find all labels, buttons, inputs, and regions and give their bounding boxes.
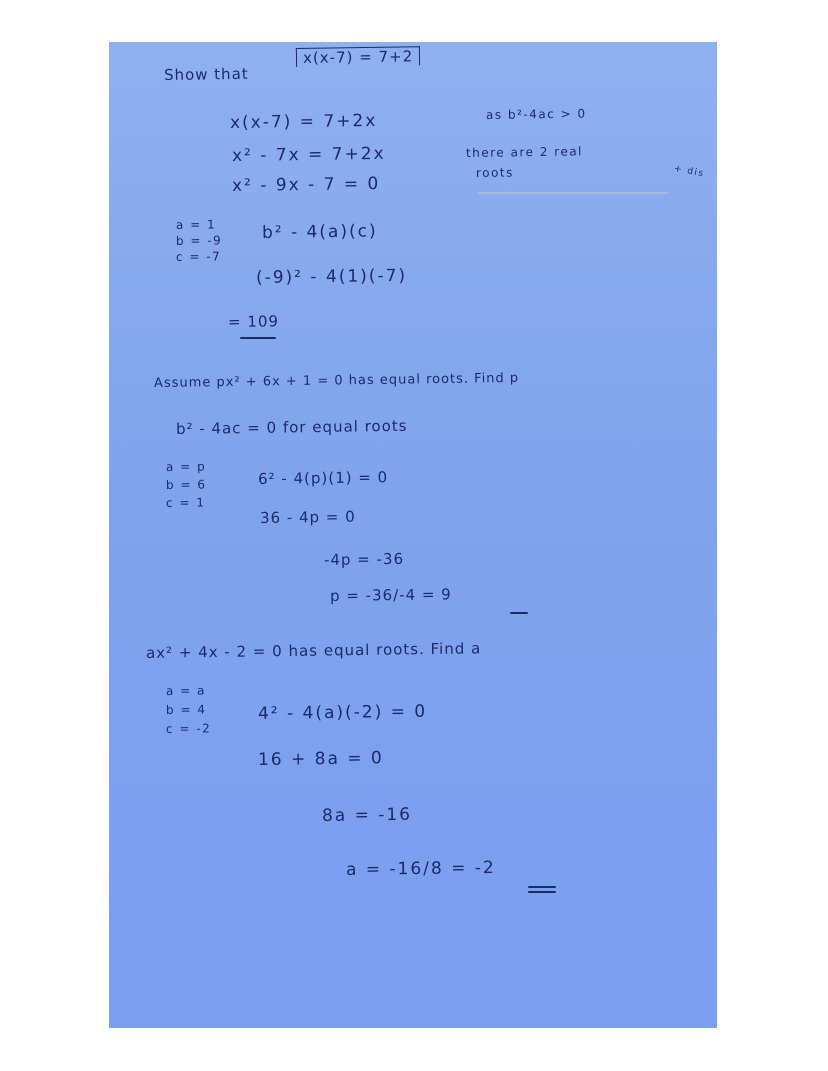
p2-step-4: p = -36/-4 = 9 <box>329 585 452 605</box>
p3-coefficient-b: b = 4 <box>165 702 207 717</box>
discriminant-formula: b² - 4(a)(c) <box>261 221 378 243</box>
p2-coefficient-a: a = p <box>165 459 207 474</box>
conclusion-line-3: roots <box>475 165 514 180</box>
discriminant-result: = 109 <box>227 312 280 331</box>
equation-line-2: x² - 7x = 7+2x <box>231 143 386 166</box>
conclusion-line-2: there are 2 real <box>465 144 584 160</box>
p3-step-2: 16 + 8a = 0 <box>257 748 384 770</box>
show-that-label: Show that <box>163 64 249 84</box>
notebook-page <box>109 42 717 1028</box>
p2-coefficient-b: b = 6 <box>165 477 207 492</box>
equal-roots-condition: b² - 4ac = 0 for equal roots <box>175 416 408 438</box>
conclusion-line-1: as b²-4ac > 0 <box>485 106 587 122</box>
coefficient-a: a = 1 <box>175 217 217 232</box>
p2-answer-underline <box>510 612 528 614</box>
coefficient-b: b = -9 <box>175 233 223 248</box>
p2-step-1: 6² - 4(p)(1) = 0 <box>257 468 389 488</box>
p2-step-2: 36 - 4p = 0 <box>259 507 356 527</box>
equation-line-1: x(x-7) = 7+2x <box>229 110 378 133</box>
result-underline <box>240 337 276 339</box>
p3-answer-underline-1 <box>528 886 556 888</box>
equation-line-3: x² - 9x - 7 = 0 <box>231 173 381 196</box>
section-divider <box>478 192 668 194</box>
p3-answer-underline-2 <box>528 891 556 893</box>
discriminant-substitution: (-9)² - 4(1)(-7) <box>255 265 408 288</box>
p3-step-4: a = -16/8 = -2 <box>345 857 496 880</box>
boxed-equation: x(x-7) = 7+2 <box>296 46 420 67</box>
problem3-statement: ax² + 4x - 2 = 0 has equal roots. Find a <box>145 639 482 662</box>
conclusion-line-4: + dis <box>673 164 706 180</box>
p3-coefficient-a: a = a <box>165 683 206 698</box>
p3-coefficient-c: c = -2 <box>165 721 212 736</box>
p3-step-3: 8a = -16 <box>321 804 413 826</box>
p2-step-3: -4p = -36 <box>323 549 405 569</box>
coefficient-c: c = -7 <box>175 249 222 264</box>
problem2-statement: Assume px² + 6x + 1 = 0 has equal roots. Find p <box>153 370 520 391</box>
p2-coefficient-c: c = 1 <box>165 495 206 510</box>
p3-step-1: 4² - 4(a)(-2) = 0 <box>257 701 428 724</box>
